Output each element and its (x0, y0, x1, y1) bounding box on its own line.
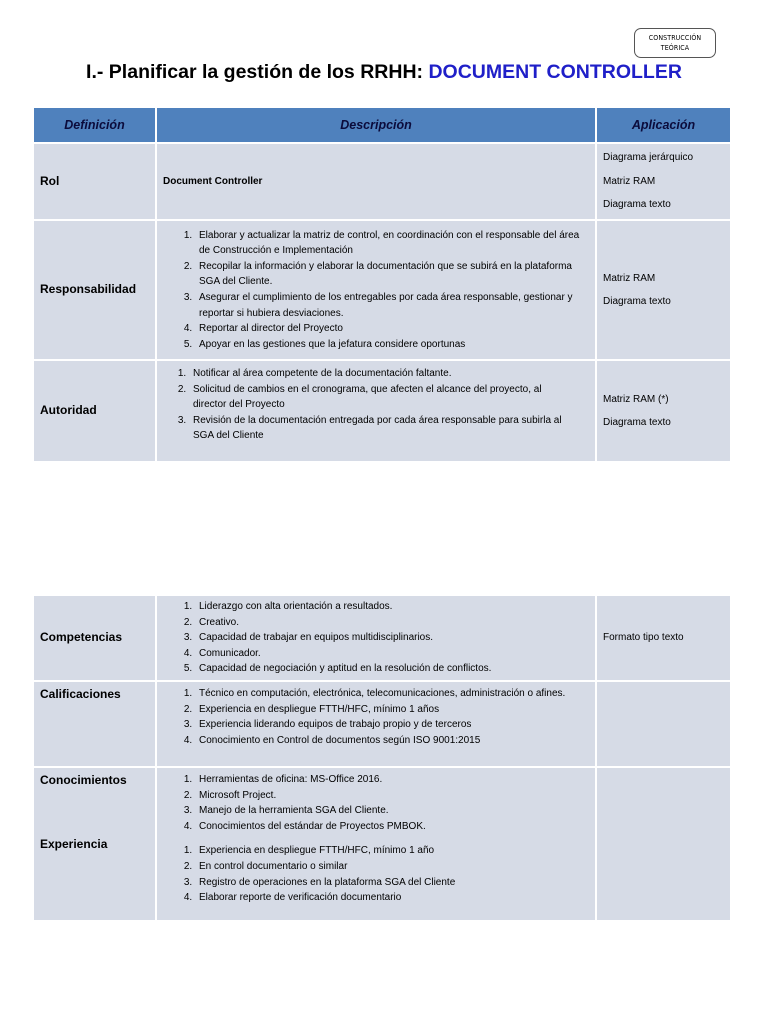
list-item: 1. Herramientas de oficina: MS-Office 2016. (195, 772, 589, 788)
list-item: 5. Apoyar en las gestiones que la jefatura considere oportunas (195, 337, 585, 353)
row-responsabilidad (33, 220, 731, 360)
list-item: 4. Conocimientos del estándar de Proyectos PMBOK. (195, 819, 589, 835)
list-item: 3. Registro de operaciones en la plataforma SGA del Cliente (195, 875, 589, 891)
row-label: Calificaciones (33, 681, 156, 767)
row-application (596, 360, 731, 462)
list-item: 3. Experiencia liderando equipos de trabajo propio y de terceros (195, 717, 589, 733)
page-title (0, 61, 768, 84)
list-item: 4. Comunicador. (195, 646, 587, 662)
list-item: 2. Solicitud de cambios en el cronograma, que afecten el alcance del proyecto, al director del Proyecto (189, 382, 575, 413)
list-item: 2. Microsoft Project. (195, 788, 589, 804)
header-definicion: Definición (33, 107, 156, 143)
label-conocimientos: Conocimientos (40, 773, 127, 787)
row-description (156, 767, 596, 921)
list-item: 2. En control documentario o similar (195, 859, 589, 875)
list-item: 3. Asegurar el cumplimiento de los entregables por cada área responsable, gestionar y reportar si hubiera desviaciones. (195, 290, 585, 321)
row-description (156, 220, 596, 360)
row-label: Autoridad (33, 360, 156, 462)
row-label (33, 767, 156, 921)
row-autoridad (33, 360, 731, 462)
row-label: Competencias (33, 595, 156, 681)
row-application (596, 220, 731, 360)
application-item: Matriz RAM (603, 272, 656, 284)
header-descripcion: Descripción (156, 107, 596, 143)
row-description (156, 595, 596, 681)
list-item: 5. Capacidad de negociación y aptitud en la resolución de conflictos. (195, 661, 587, 677)
title-accent: DOCUMENT CONTROLLER (428, 61, 682, 83)
roles-table (32, 106, 732, 463)
title-prefix: I.- Planificar la gestión de los RRHH: (86, 61, 429, 83)
description-list (157, 366, 595, 444)
application-item: Matriz RAM (603, 175, 656, 187)
badge-line-1: CONSTRUCCIÓN (648, 34, 702, 42)
application-item: Diagrama jerárquico (603, 152, 694, 164)
row-rol (33, 143, 731, 220)
row-description: Document Controller (156, 143, 596, 220)
list-item: 1. Técnico en computación, electrónica, telecomunicaciones, administración o afines. (195, 686, 589, 702)
row-conocimientos-experiencia (33, 767, 731, 921)
header-aplicacion: Aplicación (596, 107, 731, 143)
row-description (156, 360, 596, 462)
badge-line-2: TEÓRICA (660, 44, 690, 52)
row-application (596, 767, 731, 921)
row-application: Formato tipo texto (596, 595, 731, 681)
row-label: Responsabilidad (33, 220, 156, 360)
description-list (157, 686, 595, 748)
application-item: Diagrama texto (603, 296, 671, 307)
description-list (157, 228, 595, 353)
list-item: 3. Manejo de la herramienta SGA del Cliente. (195, 803, 589, 819)
application-item: Matriz RAM (*) (603, 393, 669, 405)
list-item: 1. Elaborar y actualizar la matriz de control, en coordinación con el responsable del área de Construcción e Implementación (195, 228, 585, 259)
row-calificaciones (33, 681, 731, 767)
list-item: 1. Notificar al área competente de la documentación faltante. (189, 366, 575, 382)
row-competencias (33, 595, 731, 681)
header-row (33, 107, 731, 143)
list-item: 2. Creativo. (195, 615, 587, 631)
section-badge (634, 28, 716, 58)
list-item: 4. Reportar al director del Proyecto (195, 321, 585, 337)
list-item: 1. Liderazgo con alta orientación a resultados. (195, 599, 587, 615)
description-list (157, 599, 595, 677)
list-item: 2. Recopilar la información y elaborar la documentación que se subirá en la plataforma SGA del Cliente. (195, 259, 585, 290)
list-item: 3. Revisión de la documentación entregada por cada área responsable para subirla al SGA del Cliente (189, 413, 575, 444)
list-item: 3. Capacidad de trabajar en equipos multidisciplinarios. (195, 630, 587, 646)
application-item: Diagrama texto (603, 417, 671, 428)
list-item: 2. Experiencia en despliegue FTTH/HFC, mínimo 1 años (195, 702, 589, 718)
label-experiencia: Experiencia (40, 836, 108, 851)
conocimientos-list (157, 772, 595, 834)
row-application (596, 143, 731, 220)
list-item: 4. Elaborar reporte de verificación documentario (195, 890, 589, 906)
application-item: Diagrama texto (603, 199, 671, 211)
row-description (156, 681, 596, 767)
list-item: 4. Conocimiento en Control de documentos según ISO 9001:2015 (195, 733, 589, 749)
profile-table (32, 594, 732, 922)
row-application (596, 681, 731, 767)
list-item: 1. Experiencia en despliegue FTTH/HFC, mínimo 1 año (195, 843, 589, 859)
row-label: Rol (33, 143, 156, 220)
experiencia-list (157, 843, 595, 905)
